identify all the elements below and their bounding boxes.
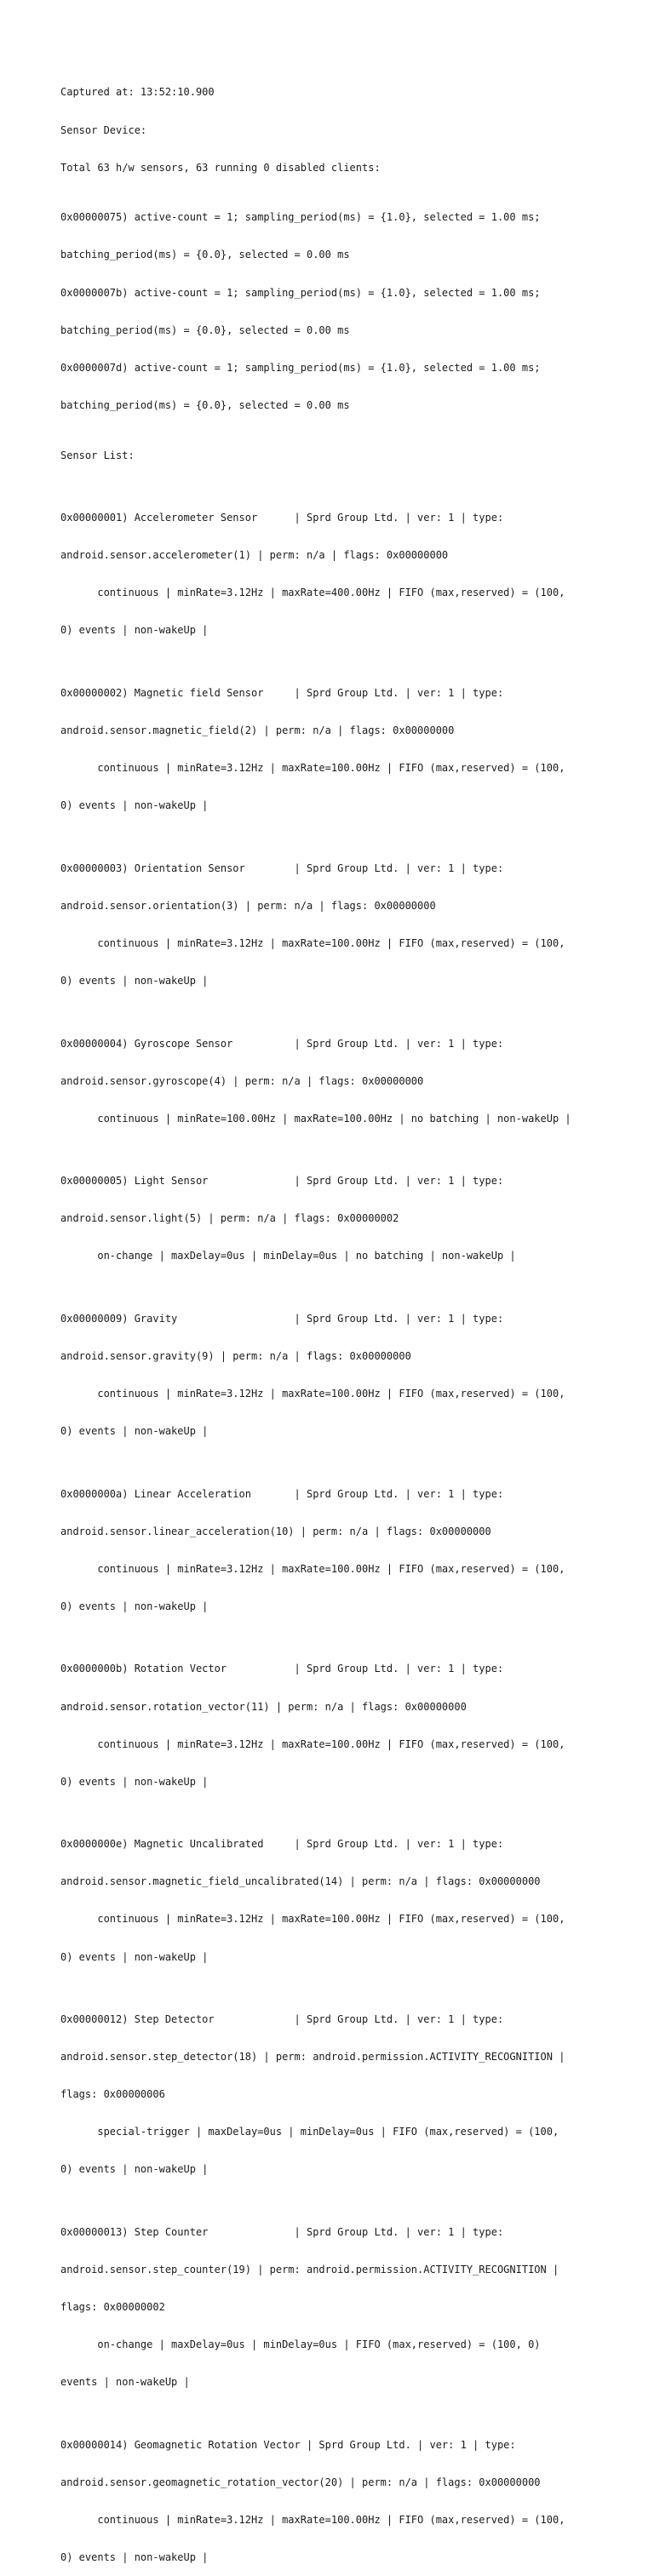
sensor-entry-line: 0x00000001) Accelerometer Sensor | Sprd Group Ltd. | ver: 1 | type: — [60, 512, 504, 524]
sensor-entry-line: android.sensor.light(5) | perm: n/a | flags: 0x00000002 — [60, 1212, 399, 1225]
sensor-entry-line: 0) events | non-wakeUp | — [60, 799, 209, 812]
sensor-entry-line: android.sensor.linear_acceleration(10) | perm: n/a | flags: 0x00000000 — [60, 1525, 491, 1537]
sensor-entry-line: continuous | minRate=3.12Hz | maxRate=100.00Hz | FIFO (max,reserved) = (100, — [60, 1562, 565, 1575]
sensor-entry-line: continuous | minRate=3.12Hz | maxRate=100.00Hz | FIFO (max,reserved) = (100, — [60, 762, 565, 775]
active-connection-line: 0x0000007d) active-count = 1; sampling_period(ms) = {1.0}, selected = 1.00 ms; — [60, 361, 541, 374]
sensor-device-label: Sensor Device: — [60, 123, 147, 136]
sensor-entry-line: 0x00000004) Gyroscope Sensor | Sprd Group Ltd. | ver: 1 | type: — [60, 1037, 504, 1050]
sensor-entry-line: on-change | maxDelay=0us | minDelay=0us | no batching | non-wakeUp | — [60, 1250, 516, 1262]
sensor-entry-line: android.sensor.magnetic_field(2) | perm: n/a | flags: 0x00000000 — [60, 724, 455, 737]
sensor-entry-line: 0x00000013) Step Counter | Sprd Group Ltd. | ver: 1 | type: — [60, 2225, 504, 2238]
sensor-entry-line: 0) events | non-wakeUp | — [60, 1775, 209, 1788]
active-connection-line: 0x00000075) active-count = 1; sampling_period(ms) = {1.0}, selected = 1.00 ms; — [60, 211, 541, 224]
sensor-entry-line: android.sensor.orientation(3) | perm: n/a | flags: 0x00000000 — [60, 899, 436, 912]
active-connection-line: 0x0000007b) active-count = 1; sampling_period(ms) = {1.0}, selected = 1.00 ms; — [60, 286, 541, 299]
sensor-entry-line: android.sensor.step_counter(19) | perm: android.permission.ACTIVITY_RECOGNITION | — [60, 2263, 559, 2275]
sensor-entry-line: flags: 0x00000006 — [60, 2088, 165, 2101]
sensor-entry-line: 0x00000002) Magnetic field Sensor | Sprd Group Ltd. | ver: 1 | type: — [60, 686, 504, 699]
sensor-entry-line: continuous | minRate=3.12Hz | maxRate=100.00Hz | FIFO (max,reserved) = (100, — [60, 2513, 565, 2526]
sensor-entry-line: events | non-wakeUp | — [60, 2376, 190, 2389]
sensor-entry-line: 0x00000005) Light Sensor | Sprd Group Ltd. | ver: 1 | type: — [60, 1175, 504, 1188]
sensor-entry-line: 0x00000012) Step Detector | Sprd Group Ltd. | ver: 1 | type: — [60, 2013, 504, 2025]
sensor-entry-line: 0) events | non-wakeUp | — [60, 624, 209, 637]
sensor-entry-line: android.sensor.gravity(9) | perm: n/a | flags: 0x00000000 — [60, 1349, 411, 1362]
sensor-entry-line: 0) events | non-wakeUp | — [60, 2163, 209, 2176]
sensor-dump-text — [60, 61, 640, 2576]
sensor-entry-line: 0x00000003) Orientation Sensor | Sprd Group Ltd. | ver: 1 | type: — [60, 862, 504, 874]
sensor-entry-line: special-trigger | maxDelay=0us | minDelay=0us | FIFO (max,reserved) = (100, — [60, 2126, 559, 2138]
sensor-entry-line: 0x0000000e) Magnetic Uncalibrated | Sprd Group Ltd. | ver: 1 | type: — [60, 1838, 504, 1851]
sensor-entry-line: 0) events | non-wakeUp | — [60, 2551, 209, 2564]
sensor-entry-line: on-change | maxDelay=0us | minDelay=0us | FIFO (max,reserved) = (100, 0) — [60, 2338, 541, 2351]
sensor-entry-line: 0x0000000b) Rotation Vector | Sprd Group Ltd. | ver: 1 | type: — [60, 1663, 504, 1675]
sensor-entry-line: 0) events | non-wakeUp | — [60, 1950, 209, 1963]
sensor-entry-line: android.sensor.gyroscope(4) | perm: n/a | flags: 0x00000000 — [60, 1074, 424, 1087]
sensor-entry-line: android.sensor.step_detector(18) | perm: android.permission.ACTIVITY_RECOGNITION | — [60, 2051, 565, 2064]
sensor-list-label: Sensor List: — [60, 449, 135, 461]
sensor-entry-line: continuous | minRate=3.12Hz | maxRate=100.00Hz | FIFO (max,reserved) = (100, — [60, 1388, 565, 1400]
sensor-entry-line: continuous | minRate=100.00Hz | maxRate=100.00Hz | no batching | non-wakeUp | — [60, 1112, 571, 1125]
captured-at: Captured at: 13:52:10.900 — [60, 86, 215, 99]
sensor-entry-line: 0) events | non-wakeUp | — [60, 975, 209, 987]
sensor-entry-line: 0x0000000a) Linear Acceleration | Sprd Group Ltd. | ver: 1 | type: — [60, 1487, 504, 1500]
active-connection-line: batching_period(ms) = {0.0}, selected = 0.00 ms — [60, 323, 350, 336]
sensor-totals: Total 63 h/w sensors, 63 running 0 disabled clients: — [60, 161, 381, 174]
sensor-entry-line: 0x00000009) Gravity | Sprd Group Ltd. | ver: 1 | type: — [60, 1312, 504, 1325]
sensor-entry-line: 0) events | non-wakeUp | — [60, 1600, 209, 1612]
sensor-entry-line: android.sensor.accelerometer(1) | perm: n/a | flags: 0x00000000 — [60, 549, 449, 562]
sensor-entry-line: continuous | minRate=3.12Hz | maxRate=100.00Hz | FIFO (max,reserved) = (100, — [60, 1737, 565, 1750]
sensor-entry-line: flags: 0x00000002 — [60, 2301, 165, 2314]
sensor-entry-line: 0x00000014) Geomagnetic Rotation Vector | Sprd Group Ltd. | ver: 1 | type: — [60, 2438, 516, 2451]
sensor-entry-line: continuous | minRate=3.12Hz | maxRate=400.00Hz | FIFO (max,reserved) = (100, — [60, 587, 565, 599]
active-connection-line: batching_period(ms) = {0.0}, selected = 0.00 ms — [60, 249, 350, 261]
sensor-entry-line: android.sensor.magnetic_field_uncalibrated(14) | perm: n/a | flags: 0x00000000 — [60, 1875, 541, 1888]
sensor-entry-line: 0) events | non-wakeUp | — [60, 1425, 209, 1438]
sensor-entry-line: continuous | minRate=3.12Hz | maxRate=100.00Hz | FIFO (max,reserved) = (100, — [60, 1913, 565, 1926]
sensor-entry-line: android.sensor.rotation_vector(11) | perm: n/a | flags: 0x00000000 — [60, 1700, 467, 1713]
sensor-entry-line: android.sensor.geomagnetic_rotation_vector(20) | perm: n/a | flags: 0x00000000 — [60, 2476, 541, 2488]
sensor-entry-line: continuous | minRate=3.12Hz | maxRate=100.00Hz | FIFO (max,reserved) = (100, — [60, 936, 565, 949]
active-connection-line: batching_period(ms) = {0.0}, selected = 0.00 ms — [60, 398, 350, 411]
